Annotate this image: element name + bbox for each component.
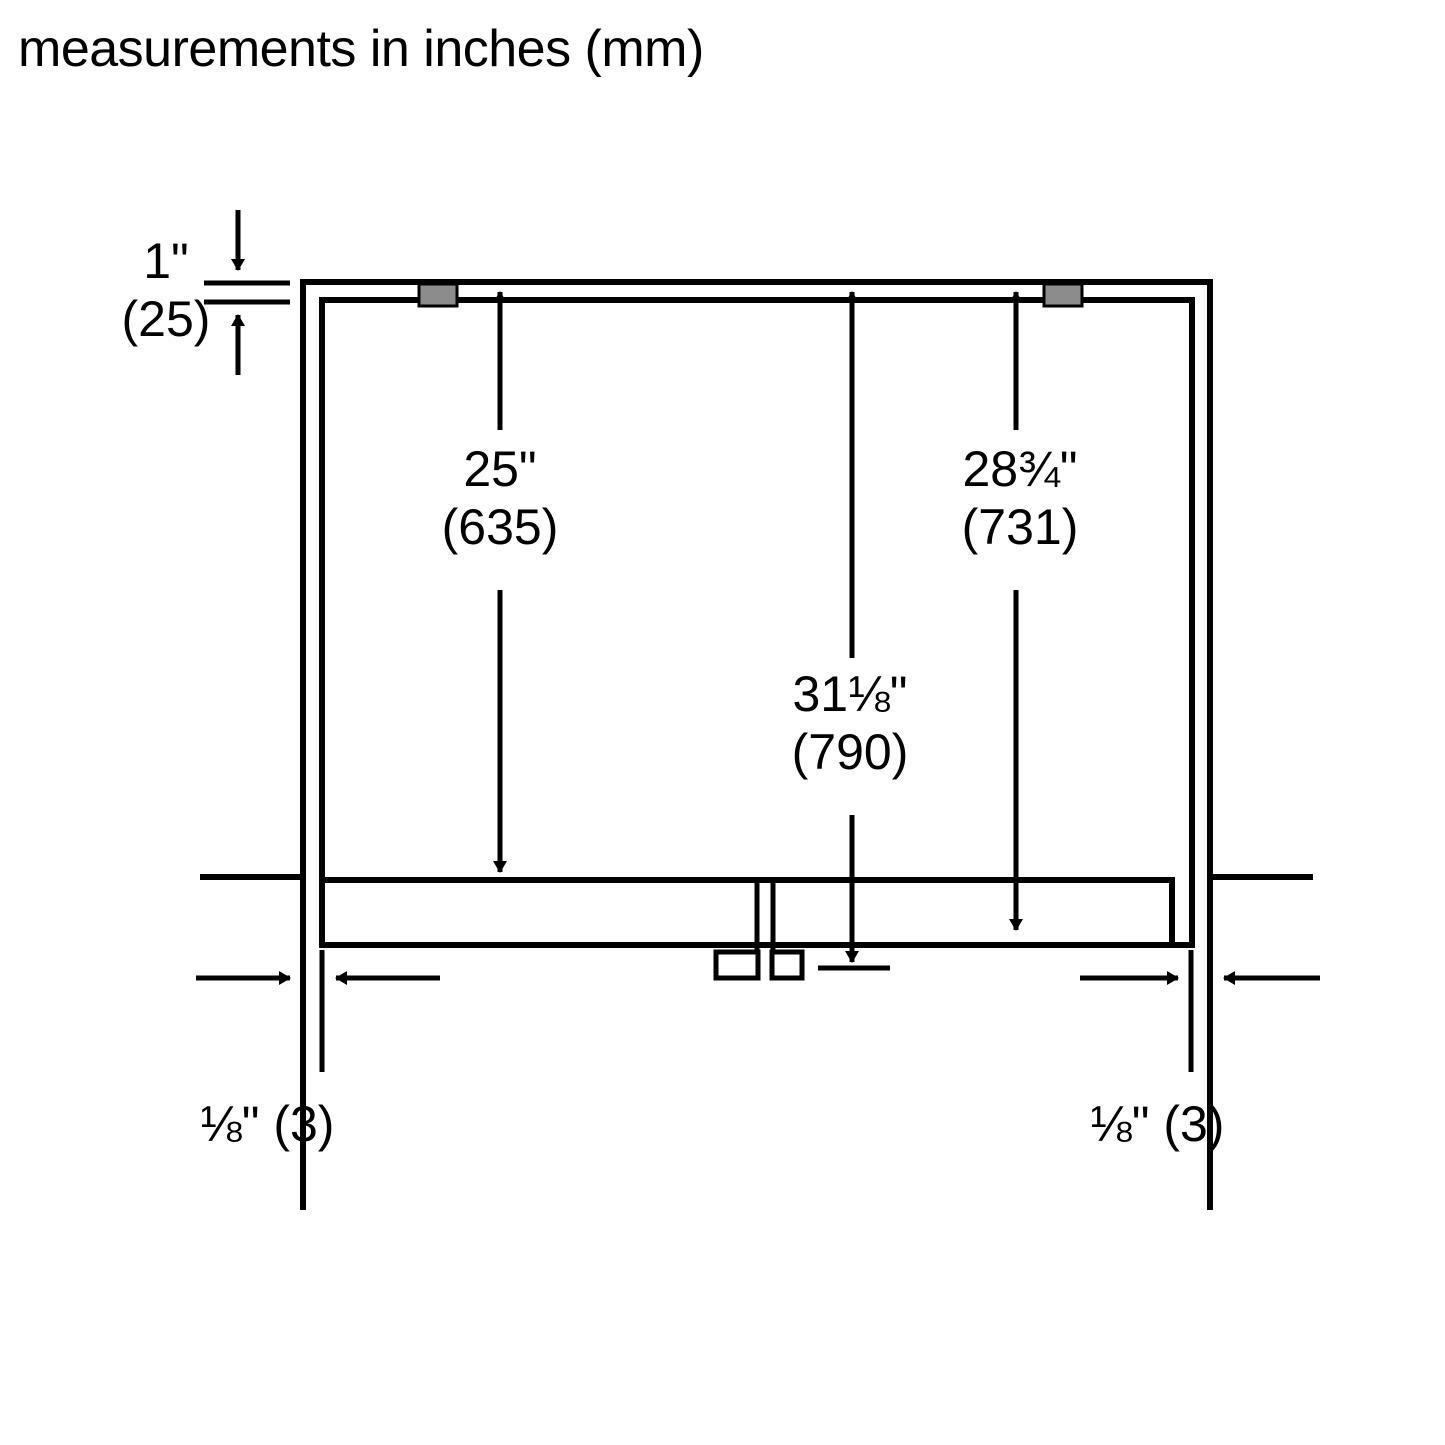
page-title: measurements in inches (mm) [18,20,704,78]
dim-h25-inches: 25" [463,441,537,497]
dim-label-height-25 [380,440,620,556]
dim-top-gap-inches: 1" [143,233,189,289]
dim-h2834-mm: (731) [961,499,1079,555]
dim-left-clearance [196,950,440,1072]
dim-right-clearance [1080,950,1320,1072]
dim-label-right-clearance: ⅛" (3) [1090,1096,1225,1152]
dim-label-top-gap [76,232,256,348]
dim-height-3118 [818,292,890,968]
top-bracket-right [1044,284,1082,306]
dim-h3118-mm: (790) [791,724,909,780]
dim-h2834-inches: 28¾" [962,441,1078,497]
dim-h3118-inches: 31⅛" [792,666,908,722]
dim-label-height-2834 [900,440,1140,556]
dim-label-height-3118 [730,665,970,781]
handle-detail [716,880,802,978]
top-bracket-left [419,284,457,306]
dim-h25-mm: (635) [441,499,559,555]
dim-label-left-clearance: ⅛" (3) [200,1096,335,1152]
dim-top-gap-mm: (25) [121,291,211,347]
